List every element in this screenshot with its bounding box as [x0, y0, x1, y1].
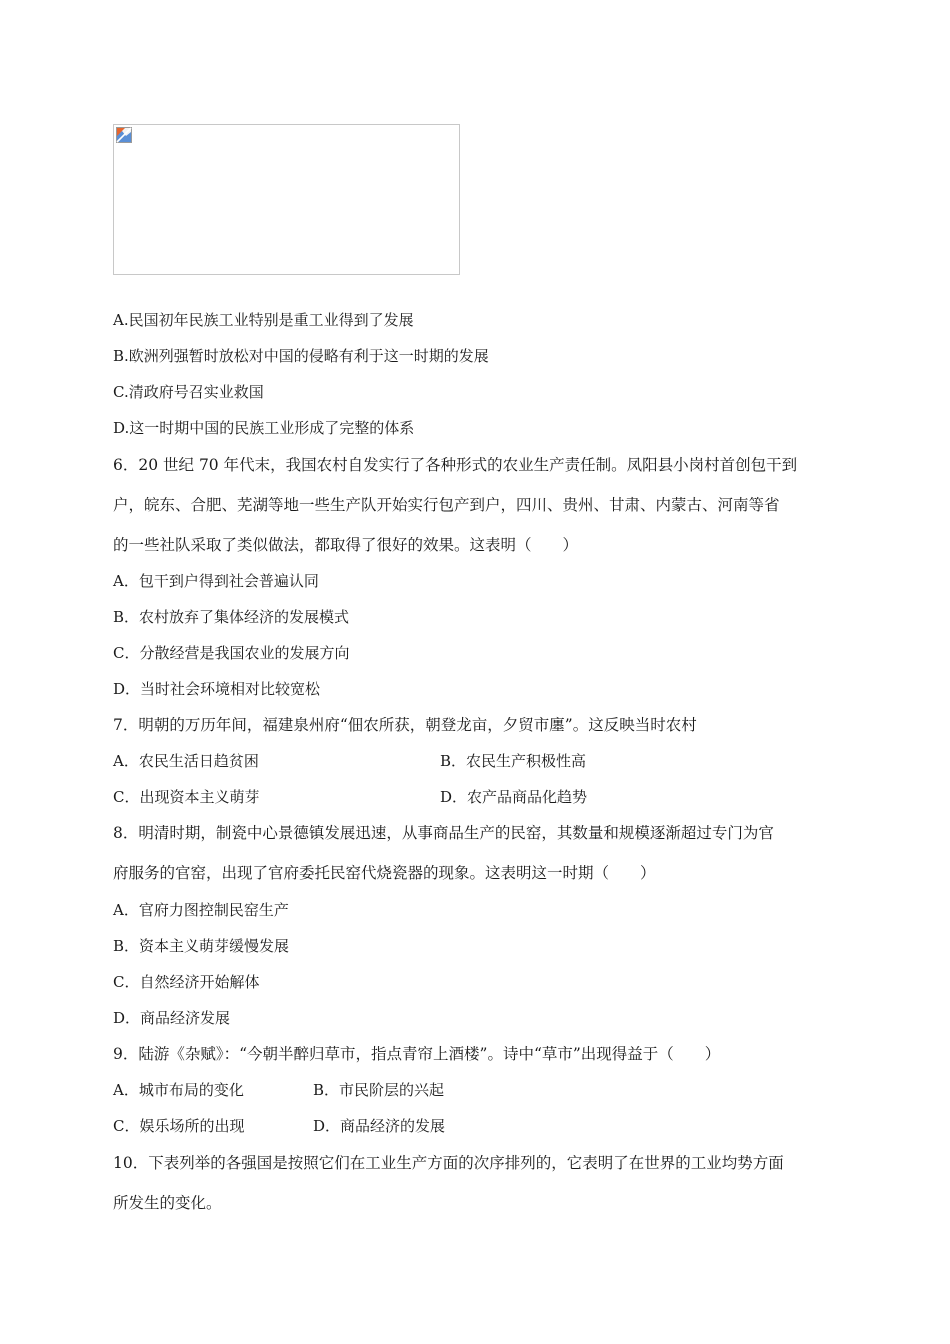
q6-stem-line: 6．20 世纪 70 年代末，我国农村自发实行了各种形式的农业生产责任制。凤阳县小岗村首创包干到	[113, 456, 798, 474]
q5-option-d: D.这一时期中国的民族工业形成了完整的体系	[113, 419, 415, 437]
q8-option-d: D．商品经济发展	[113, 1009, 231, 1027]
q8-option-b: B．资本主义萌芽缓慢发展	[113, 937, 290, 955]
q5-option-b: B.欧洲列强暂时放松对中国的侵略有利于这一时期的发展	[113, 347, 489, 365]
q6-option-b: B．农村放弃了集体经济的发展模式	[113, 608, 350, 626]
q6-stem-line: 户，皖东、合肥、芜湖等地一些生产队开始实行包产到户，四川、贵州、甘肃、内蒙古、河南等省	[113, 496, 780, 514]
q9-stem: 9．陆游《杂赋》：“今朝半醉归草市，指点青帘上酒楼”。诗中“草市”出现得益于（ ）	[113, 1045, 721, 1063]
q7-option-b: B．农民生产积极性高	[440, 752, 587, 770]
q8-stem-line: 府服务的官窑，出现了官府委托民窑代烧瓷器的现象。这表明这一时期（ ）	[113, 864, 656, 882]
q7-stem: 7．明朝的万历年间，福建泉州府“佃农所获，朝登龙亩，夕贸市廛”。这反映当时农村	[113, 716, 697, 734]
q7-option-a: A．农民生活日趋贫困	[113, 752, 259, 770]
broken-image-placeholder	[113, 124, 460, 275]
q6-option-a: A．包干到户得到社会普遍认同	[113, 572, 319, 590]
q5-option-a: A.民国初年民族工业特别是重工业得到了发展	[113, 311, 414, 329]
q10-stem-line: 所发生的变化。	[113, 1194, 222, 1212]
broken-image-icon	[116, 127, 132, 143]
q9-option-a: A．城市布局的变化	[113, 1081, 244, 1099]
q6-option-d: D．当时社会环境相对比较宽松	[113, 680, 321, 698]
q8-option-a: A．官府力图控制民窑生产	[113, 901, 289, 919]
q7-option-c: C．出现资本主义萌芽	[113, 788, 260, 806]
q9-option-d: D．商品经济的发展	[313, 1117, 446, 1135]
q9-option-c: C．娱乐场所的出现	[113, 1117, 245, 1135]
q5-option-c: C.清政府号召实业救国	[113, 383, 264, 401]
q7-option-d: D．农产品商品化趋势	[440, 788, 588, 806]
q6-stem-line: 的一些社队采取了类似做法，都取得了很好的效果。这表明（ ）	[113, 536, 579, 554]
q9-option-b: B．市民阶层的兴起	[313, 1081, 445, 1099]
q10-stem-line: 10．下表列举的各强国是按照它们在工业生产方面的次序排列的，它表明了在世界的工业均势方面	[113, 1154, 784, 1172]
q6-option-c: C．分散经营是我国农业的发展方向	[113, 644, 350, 662]
q8-option-c: C．自然经济开始解体	[113, 973, 260, 991]
q8-stem-line: 8．明清时期，制瓷中心景德镇发展迅速，从事商品生产的民窑，其数量和规模逐渐超过专门为官	[113, 824, 774, 842]
